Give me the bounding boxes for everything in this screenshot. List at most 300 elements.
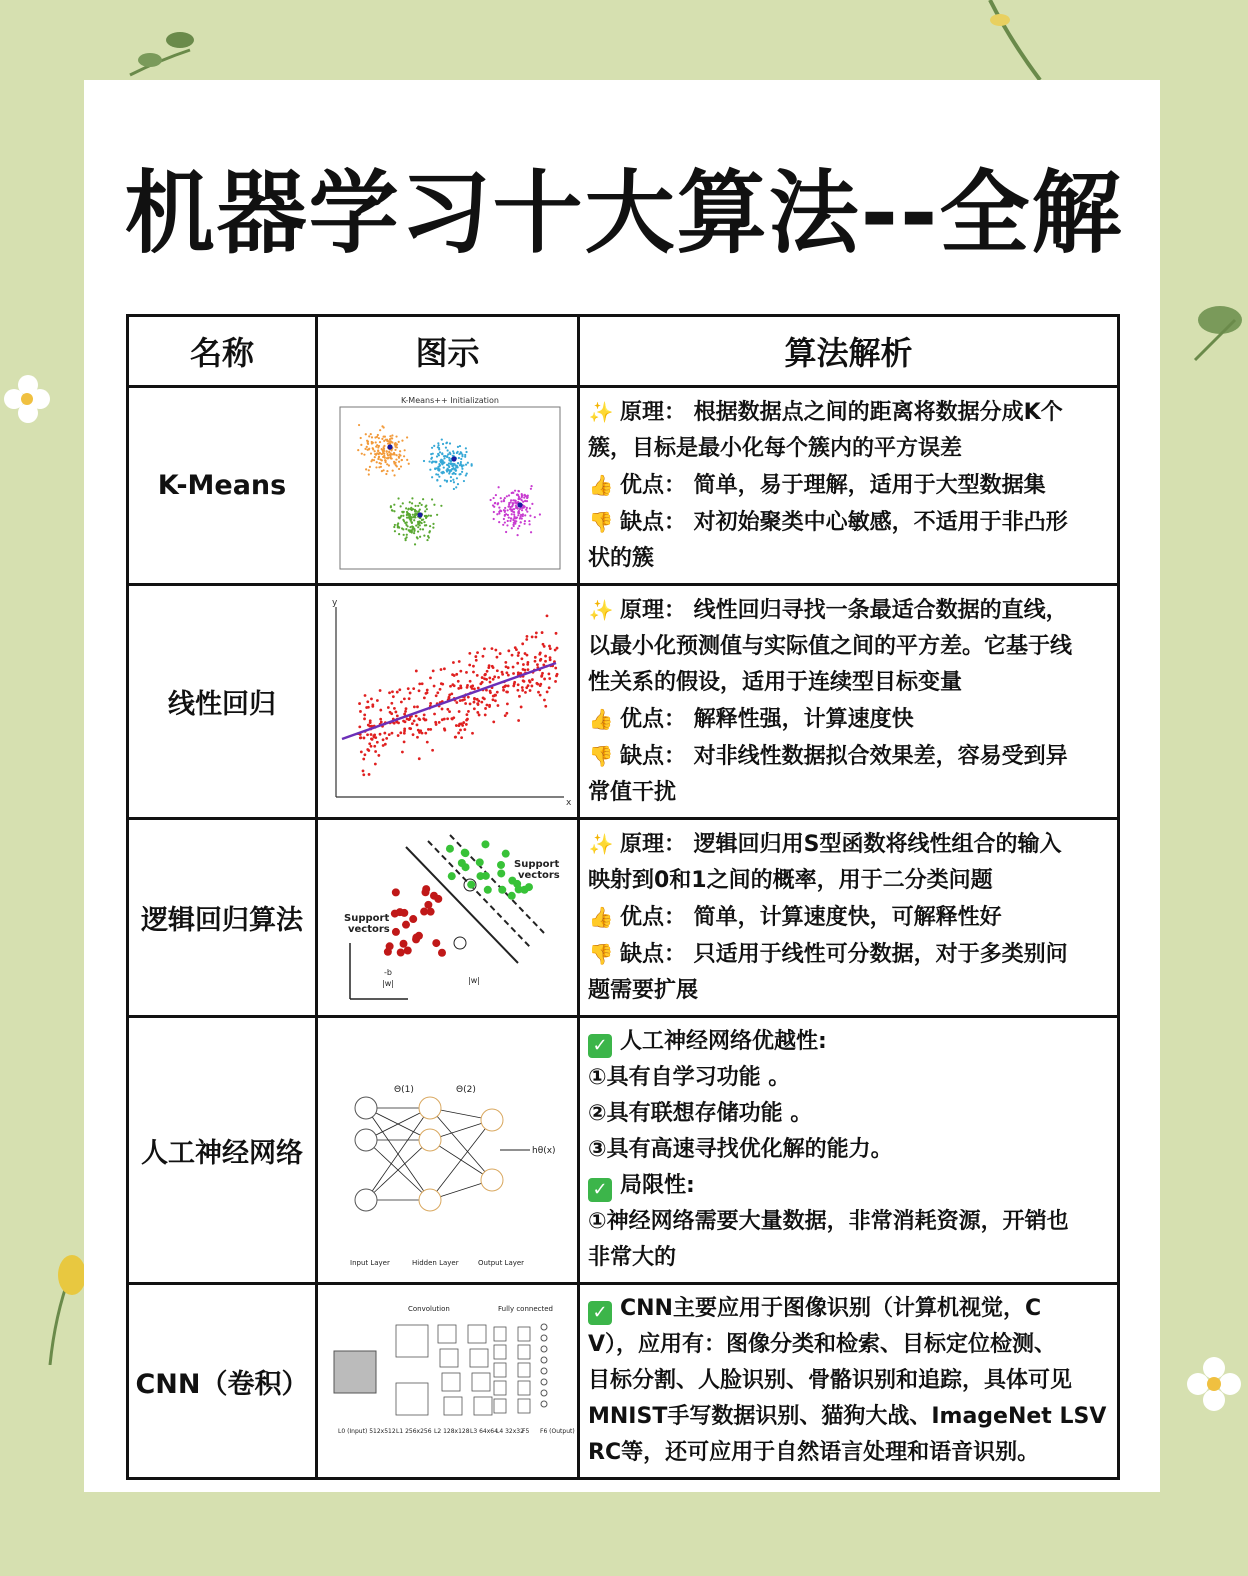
cluster-point [446,470,448,472]
data-point [404,710,407,713]
data-point [359,710,362,713]
cluster-point [465,463,467,465]
support-vectors-label: vectors [518,870,560,881]
data-point [472,664,475,667]
data-point [385,736,388,739]
cluster-point [424,524,426,526]
cluster-point [436,513,438,515]
layer-label: L2 128x128 [434,1427,470,1435]
data-point [520,705,523,708]
data-point [512,665,515,668]
data-point [451,683,454,686]
data-point [521,686,524,689]
cluster-point [406,436,408,438]
data-point [484,713,487,716]
data-point [548,677,551,680]
cluster-point [447,453,449,455]
class-point [404,947,412,955]
data-point [526,653,529,656]
cluster-point [461,470,463,472]
data-point [466,683,469,686]
data-point [459,699,462,702]
cluster-point [403,455,405,457]
cluster-point [399,450,401,452]
cluster-point [397,497,399,499]
cluster-point [385,472,387,474]
feature-map [518,1345,530,1359]
data-point [467,695,470,698]
cluster-point [507,509,509,511]
data-point [416,723,419,726]
thumbs-up-icon: 👍 [588,905,614,929]
cluster-point [466,472,468,474]
con-text-cont: 常值干扰 [588,780,677,805]
cluster-point [381,425,383,427]
feature-map [470,1349,488,1367]
data-point [546,690,549,693]
support-vectors-label: Support [344,913,390,924]
class-point [424,901,432,909]
cluster-point [459,444,461,446]
cluster-point [429,468,431,470]
data-point [539,693,542,696]
cluster-point [378,437,380,439]
cluster-point [439,485,441,487]
cluster-point [363,453,365,455]
application-text-cont: MNIST手写数据识别、猫狗大战、ImageNet LSV [588,1404,1107,1429]
cluster-point [417,530,419,532]
cluster-point [376,461,378,463]
cluster-point [382,455,384,457]
cluster-point [366,445,368,447]
application-text: CNN主要应用于图像识别（计算机视觉，C [620,1296,1042,1321]
cluster-point [504,521,506,523]
data-point [387,706,390,709]
cluster-point [379,429,381,431]
cluster-point [428,531,430,533]
cluster-point [404,537,406,539]
cluster-point [402,528,404,530]
data-point [468,651,471,654]
cluster-point [513,521,515,523]
feature-map [518,1327,530,1341]
cluster-point [503,498,505,500]
cluster-point [391,437,393,439]
centroid [417,512,422,517]
cluster-point [504,506,506,508]
cluster-point [520,513,522,515]
data-point [448,695,451,698]
kmeans-plot-title: K-Means++ Initialization [401,395,499,405]
data-point [522,667,525,670]
data-point [491,647,494,650]
data-point [538,652,541,655]
cluster-point [388,450,390,452]
data-point [544,659,547,662]
cluster-point [457,462,459,464]
data-point [415,714,418,717]
fc-neuron [541,1368,547,1374]
cluster-point [493,496,495,498]
data-point [521,642,524,645]
cluster-point [498,486,500,488]
cluster-point [415,510,417,512]
data-point [411,722,414,725]
cluster-point [381,469,383,471]
cluster-point [452,478,454,480]
cluster-point [408,516,410,518]
cluster-point [517,489,519,491]
class-point [415,932,423,940]
data-point [465,718,468,721]
cluster-point [500,509,502,511]
algorithm-name: 线性回归 [128,585,317,819]
feature-map [518,1381,530,1395]
cluster-point [398,460,400,462]
cluster-point [402,502,404,504]
cluster-point [433,503,435,505]
support-vectors-label: Support [514,859,560,870]
cluster-point [502,523,504,525]
y-axis-label: y [332,597,338,608]
data-point [368,742,371,745]
cluster-point [442,470,444,472]
cluster-point [529,507,531,509]
cluster-point [514,517,516,519]
leaf-decoration [1185,290,1248,370]
data-point [496,690,499,693]
cluster-point [458,456,460,458]
data-point [539,658,542,661]
cluster-point [377,433,379,435]
table-row [128,1284,1119,1479]
fc-neuron [541,1335,547,1341]
layer-label: L1 256x256 [396,1427,432,1435]
cluster-point [404,521,406,523]
data-point [399,731,402,734]
cluster-point [411,497,413,499]
data-point [393,706,396,709]
class-point [409,915,417,923]
centroid [517,502,522,507]
flower-bud-decoration [20,1235,85,1365]
data-point [427,727,430,730]
cluster-point [388,464,390,466]
data-point [541,671,544,674]
cluster-point [426,515,428,517]
cluster-point [496,513,498,515]
cluster-point [464,455,466,457]
data-point [489,680,492,683]
cluster-point [500,497,502,499]
cluster-point [430,514,432,516]
cluster-point [375,466,377,468]
data-point [516,661,519,664]
flower-decoration-right [1180,1350,1248,1420]
data-point [436,691,439,694]
cluster-point [441,463,443,465]
cluster-point [444,455,446,457]
weight-norm-label: |w| [468,976,480,985]
data-point [455,672,458,675]
data-point [403,740,406,743]
cluster-point [423,521,425,523]
layer-label: L0 (Input) 512x512 [338,1427,396,1435]
data-point [363,717,366,720]
input-image [334,1351,376,1393]
data-point [362,773,365,776]
data-point [461,698,464,701]
cluster-point [524,520,526,522]
sparkles-icon: ✨ [588,598,614,622]
cluster-point [448,459,450,461]
data-point [513,682,516,685]
application-text-cont: RC等，还可应用于自然语言处理和语音识别。 [588,1440,1040,1465]
data-point [476,711,479,714]
data-point [484,707,487,710]
cluster-point [386,457,388,459]
algorithm-description [579,1284,1119,1479]
data-point [517,654,520,657]
data-point [452,661,455,664]
data-point [403,697,406,700]
cluster-point [414,504,416,506]
cluster-point [391,434,393,436]
data-point [391,690,394,693]
data-point [554,648,557,651]
class-point [448,872,456,880]
data-point [497,676,500,679]
data-point [365,706,368,709]
cluster-point [456,477,458,479]
cluster-point [401,458,403,460]
con-text: 缺点： 对初始聚类中心敏感，不适用于非凸形 [620,510,1068,535]
cluster-point [450,463,452,465]
data-point [454,735,457,738]
cluster-point [431,456,433,458]
class-point [482,872,490,880]
cluster-point [529,523,531,525]
header-name: 名称 [128,316,317,387]
data-point [549,647,552,650]
data-point [364,694,367,697]
theta1-label: Θ(1) [394,1084,414,1095]
data-point [457,687,460,690]
cluster-point [361,452,363,454]
cluster-point [370,432,372,434]
algorithm-name: 人工神经网络 [128,1017,317,1284]
neuron [481,1109,503,1131]
cluster-point [515,504,517,506]
data-point [471,731,474,734]
data-point [486,703,489,706]
cluster-point [389,435,391,437]
cluster-point [506,495,508,497]
cluster-point [371,458,373,460]
cluster-point [368,469,370,471]
cluster-point [397,525,399,527]
cluster-point [446,455,448,457]
data-point [438,720,441,723]
data-point [526,634,529,637]
cluster-point [394,448,396,450]
data-point [554,666,557,669]
neuron [481,1169,503,1191]
data-point [548,644,551,647]
cluster-point [423,534,425,536]
cluster-point [517,514,519,516]
thumbs-down-icon: 👎 [588,510,614,534]
cluster-point [463,479,465,481]
data-point [488,664,491,667]
data-point [433,684,436,687]
data-point [379,717,382,720]
cluster-point [406,525,408,527]
data-point [476,651,479,654]
data-point [426,688,429,691]
hypothesis-label: hθ(x) [532,1145,556,1156]
data-point [465,671,468,674]
principle-text-cont: 性关系的假设，适用于连续型目标变量 [588,670,963,695]
theta2-label: Θ(2) [456,1084,476,1095]
feature-map [494,1363,506,1377]
cluster-point [518,495,520,497]
cluster-point [453,452,455,454]
data-point [554,680,557,683]
cluster-point [395,458,397,460]
class-point [420,908,428,916]
data-point [476,673,479,676]
data-point [527,668,530,671]
cluster-point [403,533,405,535]
cluster-point [460,457,462,459]
cluster-point [431,446,433,448]
cluster-point [442,442,444,444]
algorithm-table [126,314,1120,1480]
class-point [392,888,400,896]
check-box-icon: ✓ [588,1034,612,1058]
cluster-point [505,530,507,532]
cluster-point [524,493,526,495]
cluster-point [419,521,421,523]
data-point [494,693,497,696]
data-point [505,671,508,674]
data-point [416,705,419,708]
limitation-item: ①神经网络需要大量数据，非常消耗资源，开销也 [588,1209,1069,1234]
cluster-point [403,510,405,512]
data-point [417,728,420,731]
cluster-point [438,454,440,456]
data-point [537,690,540,693]
cluster-point [446,441,448,443]
data-point [518,694,521,697]
data-point [520,657,523,660]
cluster-point [368,473,370,475]
data-point [401,750,404,753]
cluster-point [386,470,388,472]
data-point [512,672,515,675]
table-header-row [128,316,1119,387]
data-point [393,721,396,724]
pro-text: 优点： 简单，计算速度快，可解释性好 [620,905,1002,930]
cluster-point [400,505,402,507]
data-point [483,673,486,676]
cluster-point [494,502,496,504]
data-point [541,631,544,634]
cluster-point [411,531,413,533]
cluster-point [449,451,451,453]
cluster-point [453,487,455,489]
cluster-point [446,479,448,481]
data-point [483,647,486,650]
data-point [522,663,525,666]
cluster-point [512,523,514,525]
cluster-point [516,493,518,495]
check-box-icon: ✓ [588,1301,612,1325]
data-point [448,693,451,696]
class-point [438,949,446,957]
cluster-point [512,491,514,493]
cluster-point [445,446,447,448]
cluster-point [422,498,424,500]
cluster-point [383,452,385,454]
cluster-point [513,508,515,510]
data-point [494,699,497,702]
cluster-point [448,456,450,458]
data-point [366,700,369,703]
cluster-point [423,459,425,461]
cluster-point [437,444,439,446]
data-point [370,744,373,747]
cluster-point [370,452,372,454]
cluster-point [390,505,392,507]
hidden-layer-label: Hidden Layer [412,1258,459,1267]
data-point [391,731,394,734]
data-point [359,736,362,739]
data-point [548,686,551,689]
fc-neuron [541,1324,547,1330]
data-point [503,685,506,688]
cluster-point [526,500,528,502]
data-point [546,614,549,617]
cluster-point [426,538,428,540]
sparkles-icon: ✨ [588,832,614,856]
cluster-point [399,454,401,456]
cluster-point [374,455,376,457]
class-point [467,881,475,889]
data-point [363,753,366,756]
cluster-point [515,502,517,504]
cluster-point [388,442,390,444]
data-point [472,670,475,673]
cluster-point [511,513,513,515]
cluster-point [406,510,408,512]
cluster-point [364,447,366,449]
cluster-point [439,459,441,461]
cluster-point [378,466,380,468]
cluster-point [371,440,373,442]
header-figure: 图示 [317,316,579,387]
cluster-point [368,435,370,437]
data-point [530,684,533,687]
class-point [497,869,505,877]
data-point [383,731,386,734]
cluster-point [409,525,411,527]
data-point [371,737,374,740]
feature-map [494,1381,506,1395]
data-point [531,635,534,638]
data-point [459,669,462,672]
